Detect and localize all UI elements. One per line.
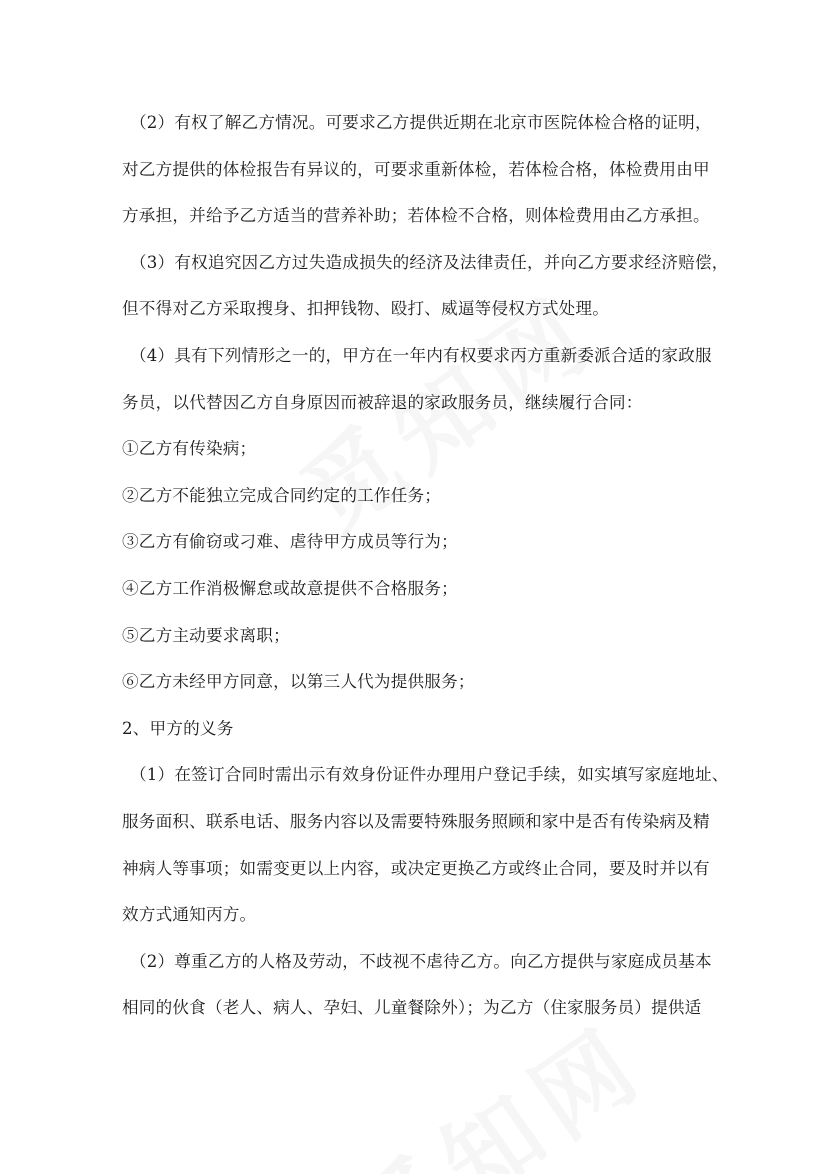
paragraph-line: 对乙方提供的体检报告有异议的，可要求重新体检，若体检合格，体检费用由甲 [122,159,710,179]
paragraph-line: 效方式通知丙方。 [122,905,257,925]
section-heading: 2、甲方的义务 [122,718,234,738]
paragraph-line: （2）有权了解乙方情况。可要求乙方提供近期在北京市医院体检合格的证明， [130,113,712,132]
paragraph-line: 神病人等事项；如需变更以上内容，或决定更换乙方或终止合同，要及时并以有 [122,858,710,878]
paragraph-line: 方承担，并给予乙方适当的营养补助；若体检不合格，则体检费用由乙方承担。 [122,206,710,226]
list-item: ⑤乙方主动要求离职； [122,625,290,645]
paragraph-line: 但不得对乙方采取搜身、扣押钱物、殴打、威逼等侵权方式处理。 [122,299,610,319]
paragraph-line: 相同的伙食（老人、病人、孕妇、儿童餐除外）；为乙方（住家服务员）提供适 [122,998,702,1018]
list-item: ①乙方有传染病； [122,439,257,459]
paragraph-line: （2）尊重乙方的人格及劳动，不歧视不虐待乙方。向乙方提供与家庭成员基本 [130,951,712,971]
document-body [122,100,729,1032]
list-item: ③乙方有偷窃或刁难、虐待甲方成员等行为； [122,532,458,552]
list-item: ⑥乙方未经甲方同意，以第三人代为提供服务； [122,672,475,692]
paragraph-line: 服务面积、联系电话、服务内容以及需要特殊服务照顾和家中是否有传染病及精 [122,811,710,831]
paragraph-line: （3）有权追究因乙方过失造成损失的经济及法律责任，并向乙方要求经济赔偿， [130,252,729,272]
paragraph-line: （1）在签订合同时需出示有效身份证件办理用户登记手续，如实填写家庭地址、 [130,765,729,785]
paragraph-line: （4）具有下列情形之一的，甲方在一年内有权要求丙方重新委派合适的家政服 [130,345,712,365]
list-item: ②乙方不能独立完成合同约定的工作任务； [122,485,442,505]
paragraph-line: 务员，以代替因乙方自身原因而被辞退的家政服务员，继续履行合同： [122,392,643,412]
list-item: ④乙方工作消极懈怠或故意提供不合格服务； [122,578,458,598]
